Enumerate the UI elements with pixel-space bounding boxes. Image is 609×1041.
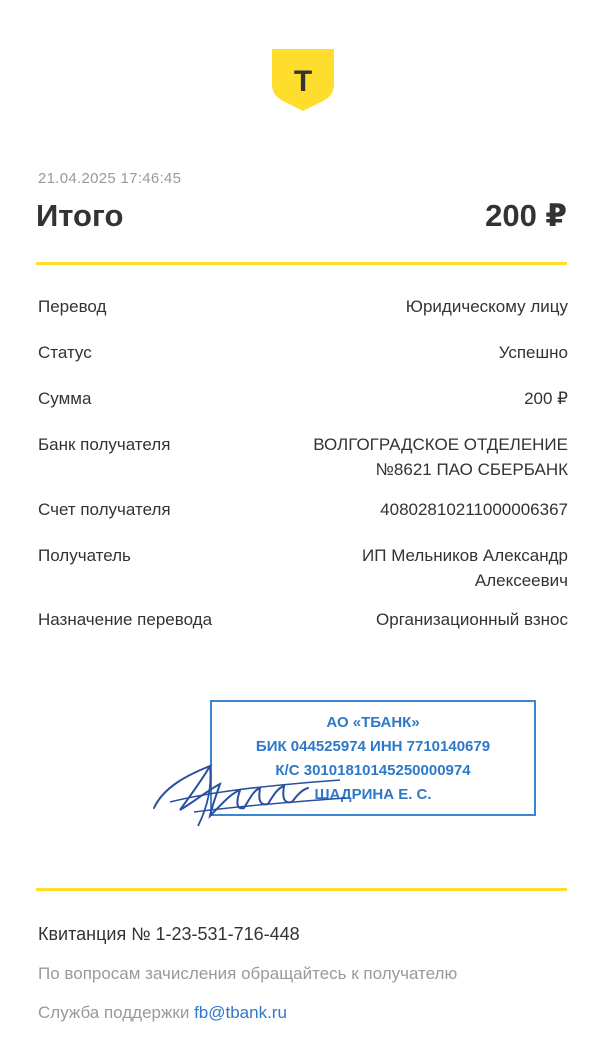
- detail-value: ВОЛГОГРАДСКОЕ ОТДЕЛЕНИЕ №8621 ПАО СБЕРБАНК: [313, 435, 568, 479]
- top-divider: [36, 262, 567, 265]
- detail-label: Получатель: [38, 546, 131, 565]
- bottom-divider: [36, 888, 567, 891]
- support-email-link[interactable]: fb@tbank.ru: [194, 1003, 287, 1022]
- support-line: [38, 1003, 287, 1023]
- detail-value: Юридическому лицу: [405, 297, 568, 316]
- detail-value: 40802810211000006367: [380, 500, 568, 519]
- transaction-datetime: 21.04.2025 17:46:45: [38, 170, 182, 187]
- detail-label: Перевод: [38, 297, 107, 316]
- recipient-note: По вопросам зачисления обращайтесь к получателю: [38, 964, 458, 983]
- tbank-logo: [271, 48, 335, 112]
- stamp-bik-inn: БИК 044525974 ИНН 7710140679: [255, 738, 491, 755]
- receipt-number: Квитанция № 1-23-531-716-448: [38, 924, 300, 944]
- stamp-officer: ШАДРИНА Е. С.: [314, 786, 432, 803]
- total-label: Итого: [36, 198, 124, 233]
- detail-label: Сумма: [38, 389, 92, 408]
- detail-value: Успешно: [498, 343, 568, 362]
- detail-label: Банк получателя: [38, 435, 171, 454]
- stamp-bank-name: АО «ТБАНК»: [326, 714, 420, 731]
- detail-label: Назначение перевода: [38, 610, 213, 629]
- detail-label: Статус: [38, 343, 92, 362]
- detail-value: 200 ₽: [524, 389, 568, 408]
- total-amount: 200 ₽: [485, 198, 567, 233]
- support-label: Служба поддержки: [38, 1003, 190, 1022]
- detail-value: Организационный взнос: [376, 610, 568, 629]
- detail-value: ИП Мельников Александр Алексеевич: [362, 546, 568, 590]
- detail-label: Счет получателя: [38, 500, 171, 519]
- bank-stamp: [150, 698, 545, 830]
- stamp-corr-account: К/С 30101810145250000974: [275, 762, 471, 779]
- signature-mark: [150, 746, 350, 830]
- logo-letter: Т: [293, 65, 313, 98]
